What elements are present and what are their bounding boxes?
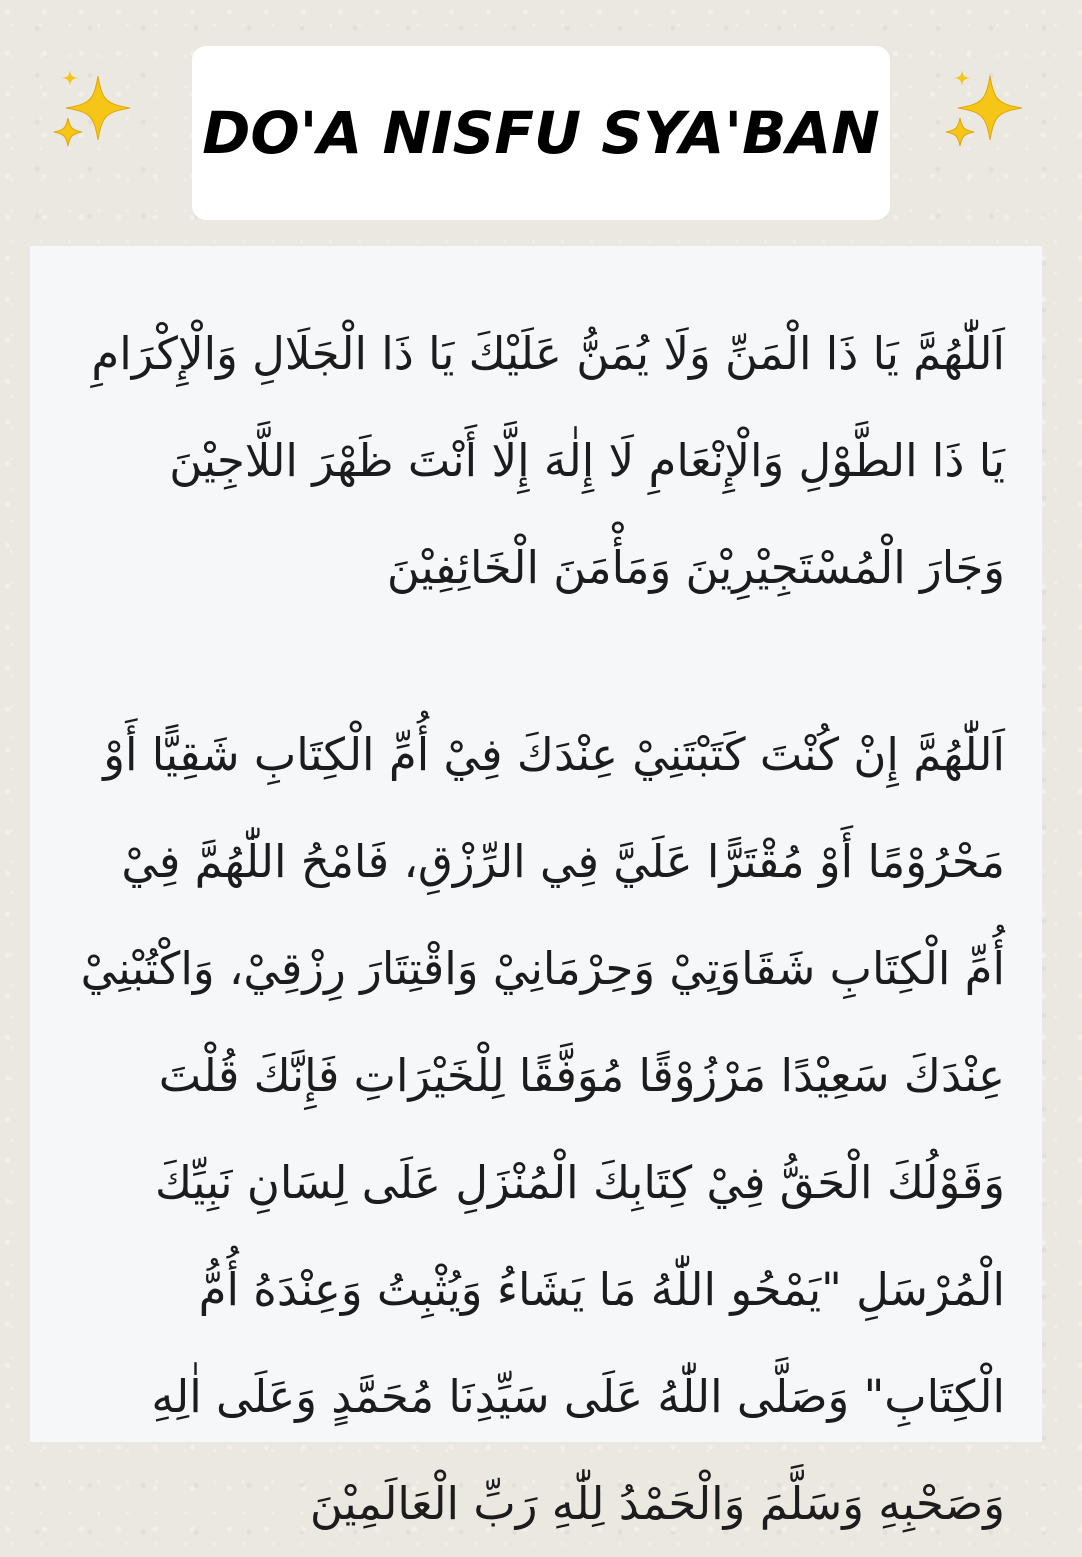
prayer-card	[30, 246, 1042, 1530]
sparkles-icon	[940, 66, 1030, 156]
page-title: DO'A NISFU SYA'BAN	[202, 99, 880, 167]
sparkles-icon	[48, 66, 138, 156]
prayer-paragraph-1: اَللّٰهُمَّ يَا ذَا الْمَنِّ وَلَا يُمَنُّ عَلَيْكَ يَا ذَا الْجَلَالِ وَالْإِكْرَامِ يَا ذَا الطَّوْلِ وَالْإِنْعَامِ لَا إِلٰهَ إِلَّا أَنْتَ ظَهْرَ اللَّاجِيْنَ وَجَارَ الْمُسْتَجِيْرِيْنَ وَمَأْمَنَ الْخَائِفِيْنَ	[91, 327, 1005, 594]
prayer-paragraph-2: اَللّٰهُمَّ إِنْ كُنْتَ كَتَبْتَنِيْ عِنْدَكَ فِيْ أُمِّ الْكِتَابِ شَقِيًّا أَوْ مَحْرُوْمًا أَوْ مُقْتَرًّا عَلَيَّ فِي الرِّزْقِ، فَامْحُ اللّٰهُمَّ فِيْ أُمِّ الْكِتَابِ شَقَاوَتِيْ وَحِرْمَانِيْ وَاقْتِتَارَ رِزْقِيْ، وَاكْتُبْنِيْ عِنْدَكَ سَعِيْدًا مَرْزُوْقًا مُوَفَّقًا لِلْخَيْرَاتِ فَإِنَّكَ قُلْتَ وَقَوْلُكَ الْحَقُّ فِيْ كِتَابِكَ الْمُنْزَلِ عَلَى لِسَانِ نَبِيِّكَ الْمُرْسَلِ "يَمْحُو اللّٰهُ مَا يَشَاءُ وَيُثْبِتُ وَعِنْدَهُ أُمُّ الْكِتَابِ" وَصَلَّى اللّٰهُ عَلَى سَيِّدِنَا مُحَمَّدٍ وَعَلَى اٰلِهِ وَصَحْبِهِ وَسَلَّمَ وَالْحَمْدُ لِلّٰهِ رَبِّ الْعَالَمِيْنَ	[80, 728, 1005, 1530]
title-box	[192, 46, 890, 220]
